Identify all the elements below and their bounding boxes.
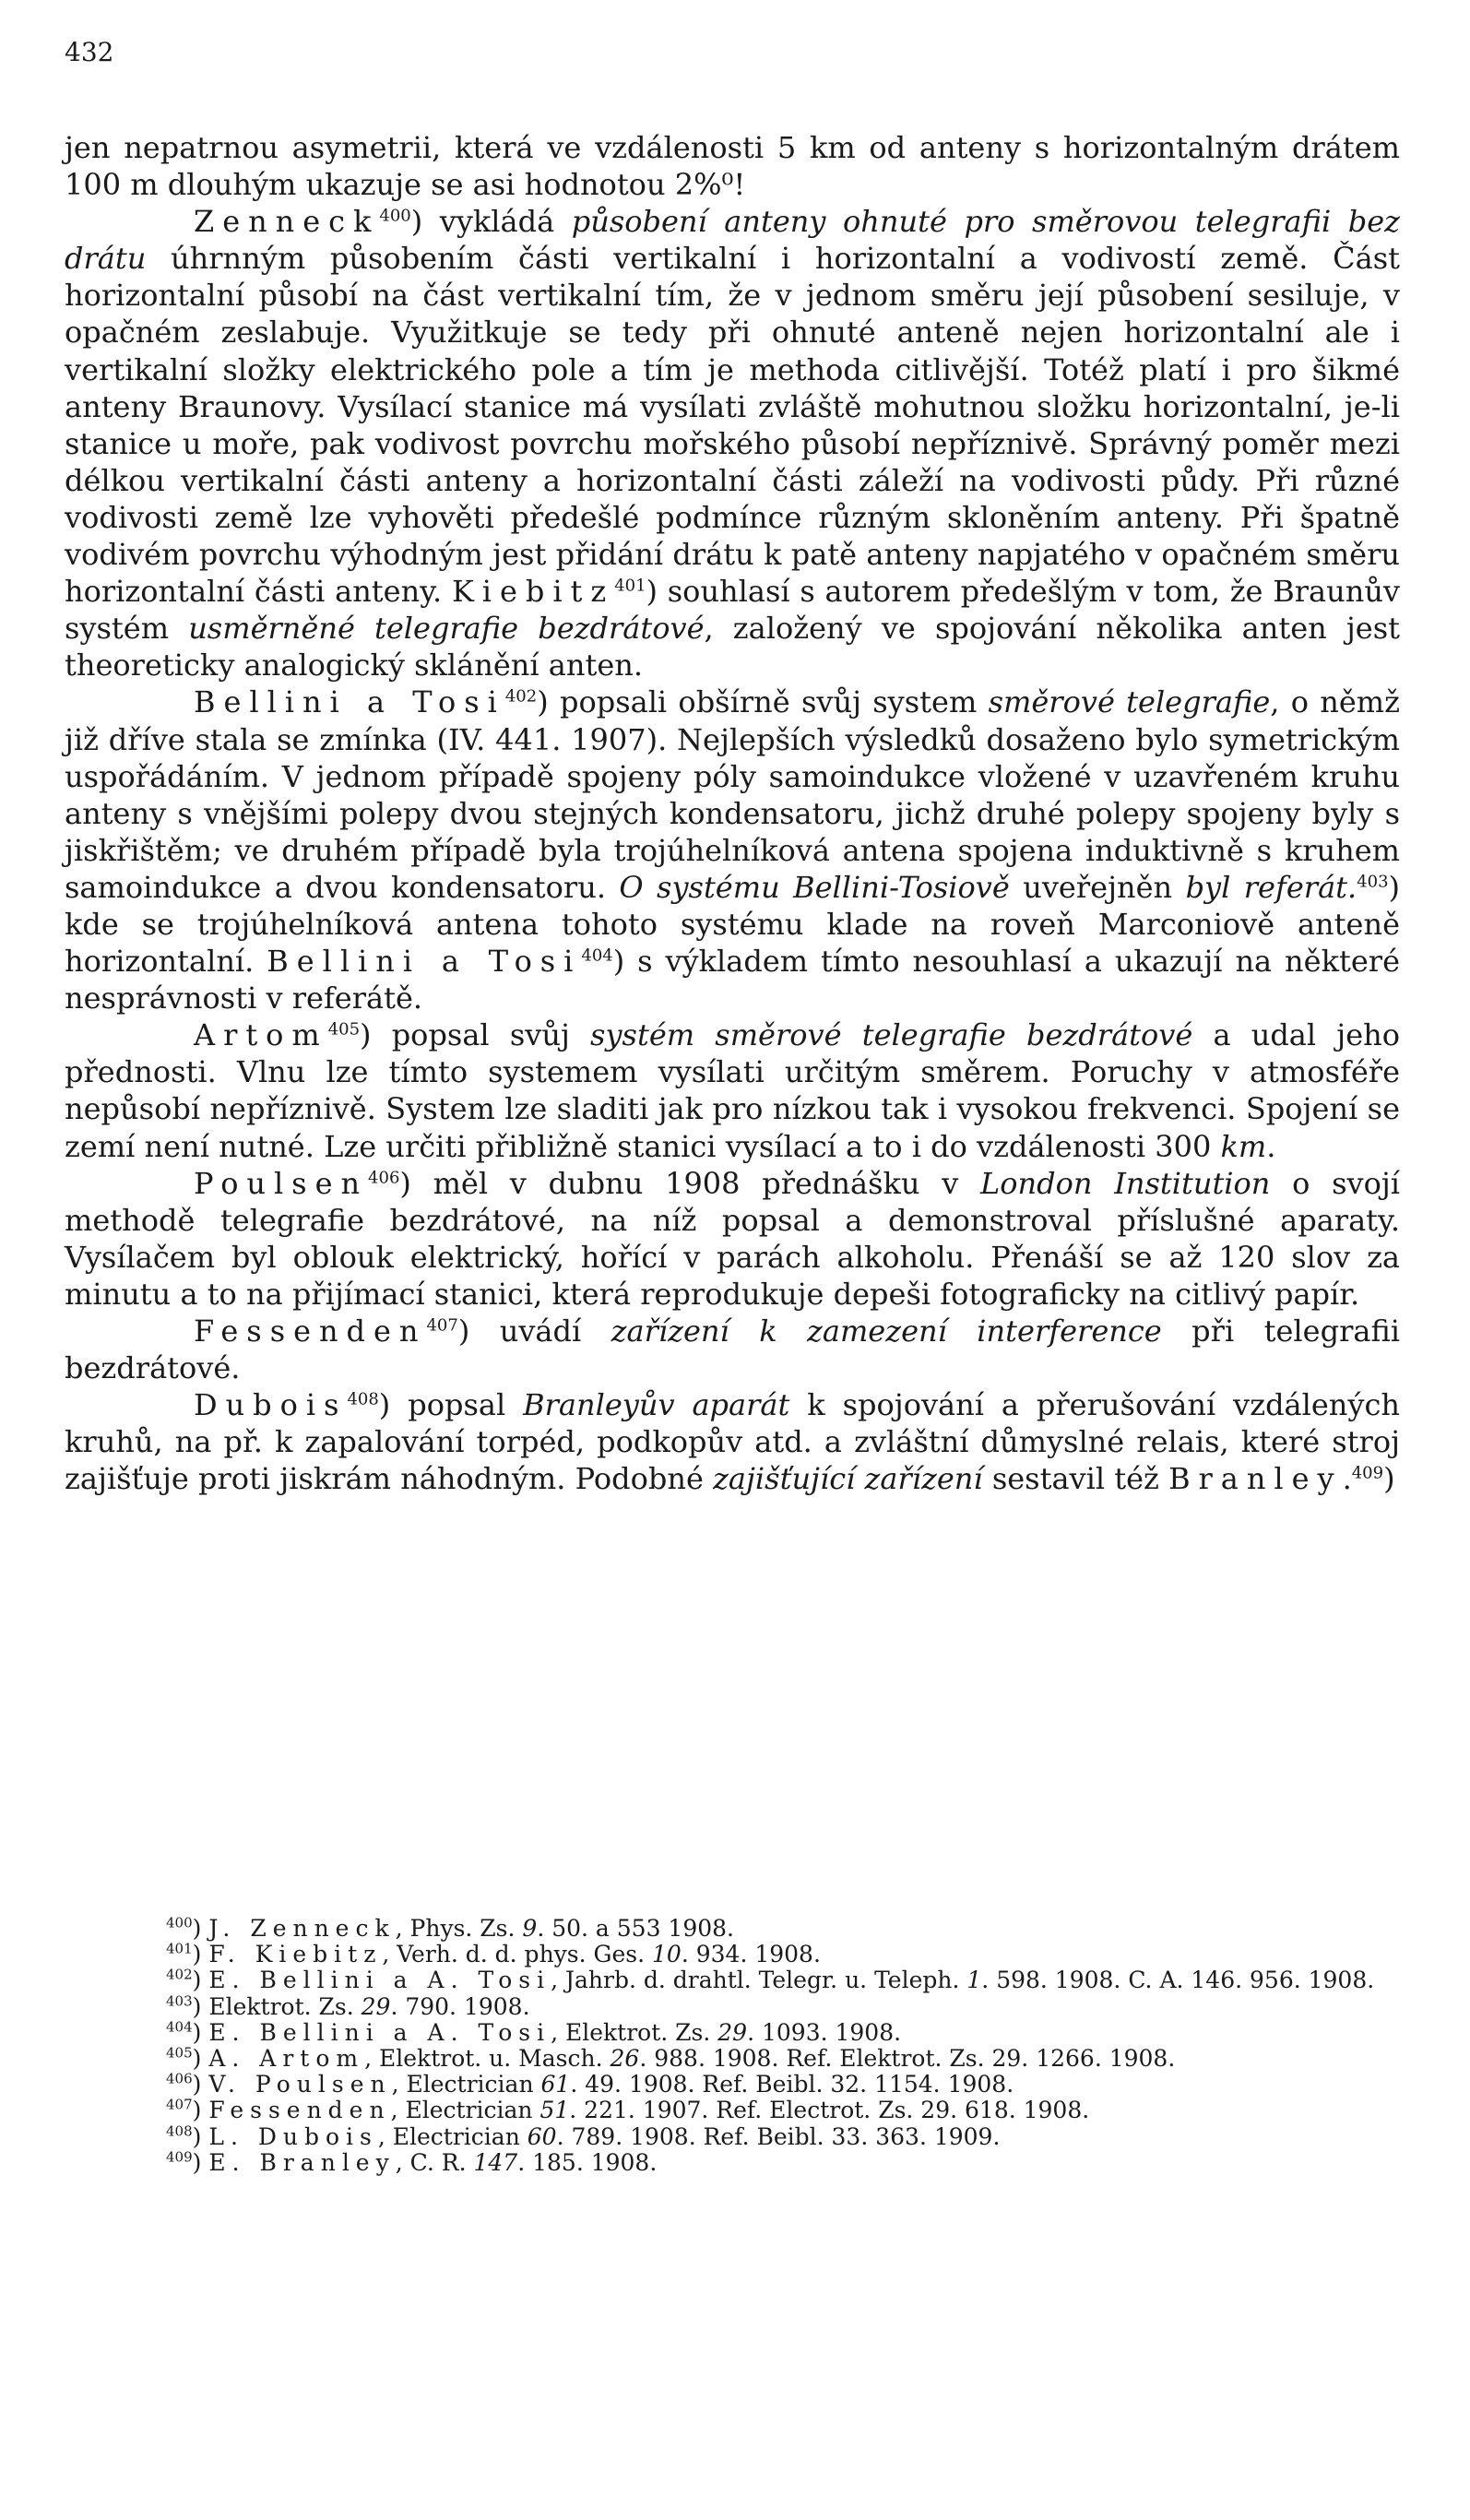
footnote-number: 405 [166, 2044, 193, 2062]
text-run: ) popsal svůj [360, 1017, 591, 1053]
footnote-ref: 400 [379, 206, 411, 226]
author-name: Branley [1168, 1461, 1343, 1497]
author-name: Fessenden [194, 1313, 427, 1349]
text-run: ) souhlasí s autorem předešlým v tom, že Braunův systém [65, 574, 1401, 647]
page-number: 432 [65, 37, 114, 67]
article-body [65, 129, 1400, 1497]
footnote-ref: 406 [368, 1167, 400, 1187]
footnote-volume: 29 [717, 2018, 748, 2046]
text-run: . [1266, 1128, 1276, 1164]
footnote: $^{406}$) V. Poulsen, Electrician 61. 49. 1908. Ref. Beibl. 32. 1154. 1908. [166, 2070, 1014, 2098]
italic-title: London Institution [980, 1165, 1271, 1201]
footnote-author: A. Artom [208, 2045, 365, 2073]
footnote-author: E. Bellini a A. Tosi [208, 1967, 551, 1994]
paragraph-3 [65, 683, 1400, 1016]
footnote-ref: 404 [581, 945, 613, 966]
text-run: o svojí methodě telegrafie bezdrátové, na níž popsal a demonstroval příslušné aparaty. Vysílačem byl oblouk elektrický, hořící v parách alkoholu. Přenáší se až 120 slov za minutu a to na přijímací stanici, která reprodukuje depeši fotograficky na citlivý papír. [65, 1165, 1401, 1312]
italic-title: působení anteny ohnuté pro směrovou telegrafii bez drátu [65, 204, 1401, 277]
footnote-text: . 934. 1908. [681, 1941, 821, 1968]
footnote-ref: 409 [1351, 1463, 1384, 1483]
footnote-text: . 789. 1908. Ref. Beibl. 33. 363. 1909. [556, 2122, 1001, 2150]
footnote: $^{400}$) J. Zenneck, Phys. Zs. 9. 50. a 553 1908. [166, 1914, 734, 1942]
footnote-volume: 60 [527, 2122, 557, 2150]
text-run: a udal jeho přednosti. Vlnu lze tímto systemem vysílati určitým směrem. Poruchy v atmosféře nepůsobí nepříznivě. System lze sladiti jak pro nízkou tak i vysokou frekvenci. Spojení se zemí není nutné. Lze určiti přibližně stanici vysílací a to i do vzdálenosti 300 [65, 1017, 1401, 1164]
footnote-text: . 598. 1908. C. A. 146. 956. 1908. [981, 1967, 1375, 1994]
italic-title: O systému Bellini-Tosiově [619, 869, 1010, 905]
footnote-text: , C. R. [395, 2148, 474, 2176]
italic-unit: km [1220, 1128, 1267, 1164]
paragraph-5 [65, 1165, 1400, 1313]
footnote-text: Elektrot. Zs. [208, 1992, 362, 2020]
footnote-volume: 10 [652, 1941, 682, 1968]
footnote-volume: 29 [361, 1992, 391, 2020]
italic-title: směrové telegrafie [988, 684, 1271, 720]
footnote-text: . 221. 1907. Ref. Electrot. Zs. 29. 618. 1908. [569, 2097, 1090, 2124]
text-run: ) [1383, 1461, 1395, 1497]
author-name: Dubois [194, 1387, 348, 1423]
footnote-volume: 1 [966, 1967, 982, 1994]
footnote-volume: 147 [473, 2148, 518, 2176]
author-name: Kiebitz [451, 574, 615, 610]
italic-title: Branleyův aparát [523, 1387, 790, 1423]
footnote-text: , Electrician [391, 2071, 541, 2098]
author-name: Artom [194, 1017, 328, 1053]
footnote-author: L. Dubois [208, 2122, 378, 2150]
text-run: ) uvádí [457, 1313, 611, 1349]
text-run: při telegrafii bezdrátové. [65, 1313, 1401, 1386]
paragraph-1: jen nepatrnou asymetrii, která ve vzdálenosti 5 km od anteny s horizontalným drátem 100 m dlouhým ukazuje se asi hodnotou 2%⁰! [65, 130, 1400, 203]
footnote-text: , Electrician [377, 2122, 528, 2150]
footnote: $^{409}$) E. Branley, C. R. 147. 185. 1908. [166, 2148, 658, 2176]
footnote-volume: 51 [539, 2097, 570, 2124]
text-run: sestavil též [982, 1461, 1169, 1497]
footnote-number: 401 [166, 1940, 193, 1957]
footnote-ref: 402 [504, 686, 538, 707]
footnote: $^{405}$) A. Artom, Elektrot. u. Masch. 26. 988. 1908. Ref. Elektrot. Zs. 29. 1266. 1908. [166, 2044, 1176, 2073]
footnote-number: 409 [166, 2148, 193, 2166]
footnote-text: , Elektrot. u. Masch. [364, 2045, 611, 2073]
footnote-number: 408 [166, 2122, 193, 2140]
footnote-ref: 401 [614, 576, 646, 596]
footnote-ref: 403 [1357, 872, 1389, 892]
footnote-text: , Phys. Zs. [395, 1915, 523, 1942]
paragraph-4 [65, 1016, 1400, 1164]
footnote-number: 407 [166, 2097, 193, 2114]
text-run: , založený ve spojování několika anten jest theoreticky analogický sklánění anten. [65, 611, 1401, 683]
footnote-text: , Jahrb. d. drahtl. Telegr. u. Teleph. [551, 1967, 967, 1994]
footnote: $^{402}$) E. Bellini a A. Tosi, Jahrb. d. drahtl. Telegr. u. Teleph. 1. 598. 1908. C. A. 146. 956. 1908. [166, 1967, 1375, 1994]
footnote-text: . 1093. 1908. [747, 2018, 902, 2046]
footnote-ref: 408 [347, 1389, 379, 1409]
footnote-ref: 407 [426, 1315, 458, 1336]
text-run: . [1342, 1461, 1352, 1497]
paragraph-2 [65, 203, 1400, 683]
footnote-author: Fessenden [208, 2097, 391, 2124]
footnote-text: . 49. 1908. Ref. Beibl. 32. 1154. 1908. [570, 2071, 1014, 2098]
footnote-author: E. Branley [208, 2148, 396, 2176]
footnote: $^{407}$) Fessenden, Electrician 51. 221. 1907. Ref. Electrot. Zs. 29. 618. 1908. [166, 2097, 1090, 2124]
footnote-volume: 61 [540, 2071, 571, 2098]
text-run: ) popsal [378, 1387, 524, 1423]
text-run: , o němž již dříve stala se zmínka (IV. 441. 1907). Nejlepších výsledků dosaženo bylo symetrickým uspořádáním. V jednom případě spojeny póly samoindukce vložené v uzavřeném kruhu anteny s vnějšími polepy dvou stejných kondensatoru, jichž druhé polepy spojeny byly s jiskřištěm; ve druhém případě byla trojúhelníková antena spojena induktivně s kruhem samoindukce a dvou kondensatoru. [65, 684, 1400, 905]
footnote-author: V. Poulsen [208, 2071, 392, 2098]
author-name: Poulsen [194, 1165, 369, 1201]
footnote-text: . 185. 1908. [517, 2148, 658, 2176]
footnote-number: 404 [166, 2018, 193, 2036]
italic-title: usměrněné telegrafie bezdrátové [188, 611, 705, 647]
footnote: $^{401}$) F. Kiebitz, Verh. d. d. phys. Ges. 10. 934. 1908. [166, 1940, 821, 1968]
text-run: uveřejněn [1009, 869, 1186, 905]
footnote-volume: 26 [610, 2045, 640, 2073]
author-name: Bellini a Tosi [194, 684, 505, 720]
footnote-number: 402 [166, 1967, 193, 1984]
footnote-author: F. Kiebitz [208, 1941, 383, 1968]
paragraph-7 [65, 1386, 1400, 1497]
text-run: ) měl v dubnu 1908 přednášku v [399, 1165, 981, 1201]
footnote-text: . 790. 1908. [390, 1992, 530, 2020]
footnote: $^{404}$) E. Bellini a A. Tosi, Elektrot. Zs. 29. 1093. 1908. [166, 2018, 902, 2046]
italic-title: byl referát. [1185, 869, 1357, 905]
italic-title: zajišťující zařízení [713, 1461, 983, 1497]
footnote-text: . 988. 1908. Ref. Elektrot. Zs. 29. 1266. 1908. [639, 2045, 1176, 2073]
italic-title: systém směrové telegrafie bezdrátové [590, 1017, 1193, 1053]
text-run: úhrnným působením části vertikalní i horizontalní a vodivostí země. Část horizontalní působí na část vertikalní tím, že v jednom směru její působení sesiluje, v opačném zeslabuje. Využitkuje se tedy při ohnuté anteně nejen horizontalní ale i vertikalní složky elektrického pole a tím je methoda citlivější. Totéž platí i pro šikmé anteny Braunovy. Vysílací stanice má vysílati zvláště mohutnou složku horizontalní, je-li stanice u moře, pak vodivost povrchu mořského působí nepříznivě. Správný poměr mezi délkou vertikalní části anteny a horizontalní části záleží na vodivosti půdy. Při různé vodivosti země lze vyhověti předešlé podmínce různým skloněním anteny. Při špatně vodivém povrchu výhodným jest přidání drátu k patě anteny napjatého v opačném směru horizontalní části anteny. [65, 241, 1400, 610]
author-name: Bellini a Tosi [267, 944, 582, 980]
author-name: Zenneck [194, 204, 380, 240]
paragraph-6 [65, 1313, 1400, 1386]
footnote: $^{403}$) Elektrot. Zs. 29. 790. 1908. [166, 1992, 530, 2020]
text-run: ) vykládá [410, 204, 572, 240]
text-run: ) kde se trojúhelníková antena tohoto systému klade na roveň Marconiově anteně horizontalní. [65, 869, 1401, 980]
footnote: $^{408}$) L. Dubois, Electrician 60. 789. 1908. Ref. Beibl. 33. 363. 1909. [166, 2122, 1001, 2150]
text-run: k spojování a přerušování vzdálených kruhů, na př. k zapalování torpéd, podkopův atd. a zvláštní důmyslné relais, které stroj zajišťuje proti jiskrám náhodným. Podobné [65, 1387, 1401, 1497]
footnote-number: 400 [166, 1914, 193, 1932]
footnote-text: , Electrician [390, 2097, 540, 2124]
footnote-number: 406 [166, 2070, 193, 2087]
italic-title: zařízení k zamezení interference [611, 1313, 1162, 1349]
footnote-volume: 9 [522, 1915, 538, 1942]
footnote-text: , Verh. d. d. phys. Ges. [382, 1941, 653, 1968]
text-run: ) s výkladem tímto nesouhlasí a ukazují na některé nesprávnosti v referátě. [65, 944, 1401, 1016]
footnote-author: E. Bellini a A. Tosi [208, 2018, 551, 2046]
footnote-text: , Elektrot. Zs. [551, 2018, 718, 2046]
footnotes [65, 1916, 1400, 2176]
footnote-author: J. Zenneck [208, 1915, 396, 1942]
footnote-ref: 405 [327, 1019, 361, 1040]
footnote-number: 403 [166, 1992, 193, 2010]
text-run: ) popsali obšírně svůj system [537, 684, 989, 720]
footnote-text: . 50. a 553 1908. [537, 1915, 734, 1942]
